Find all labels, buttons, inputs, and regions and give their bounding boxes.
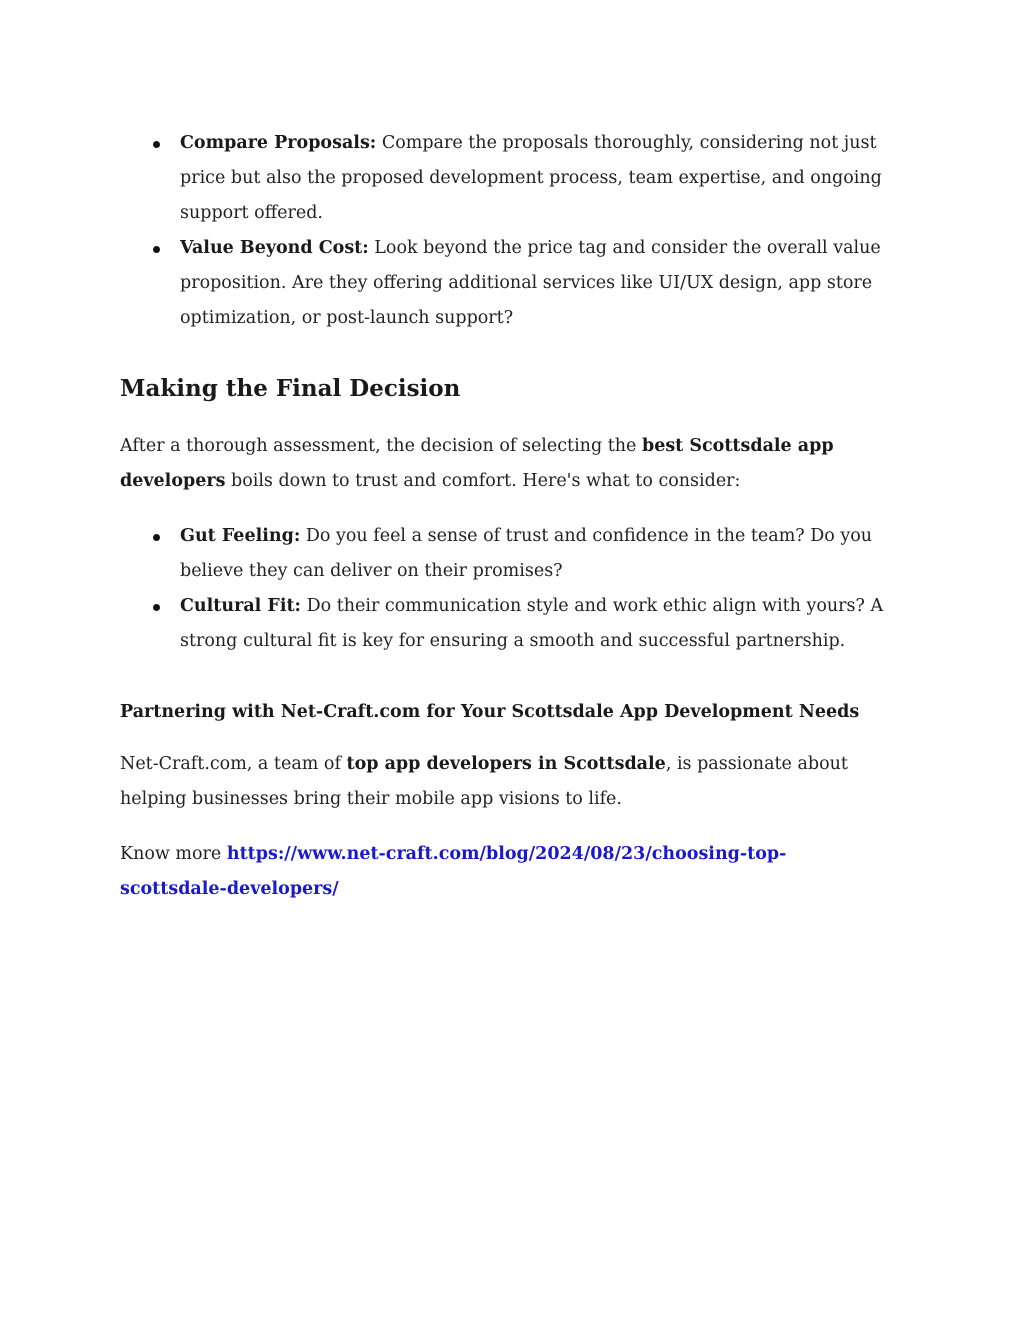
link-text-line2: scottsdale-developers/ — [120, 879, 339, 899]
list-item-text: Do you feel a sense of trust and confidence in the team? Do you believe they can deliver on their promises? — [180, 526, 873, 581]
know-more-label: Know more — [120, 844, 227, 864]
know-more-paragraph — [120, 837, 910, 907]
list-item — [120, 126, 910, 231]
list-item-text: Do their communication style and work ethic align with yours? A strong cultural fit is key for ensuring a smooth and successful partnership. — [180, 596, 884, 651]
intro-bold-text: best Scottsdale app developers — [120, 436, 834, 491]
document-page — [120, 126, 910, 907]
final-decision-intro — [120, 429, 910, 499]
decision-factors-list — [120, 519, 910, 659]
section-heading-partnering: Partnering with Net-Craft.com for Your Scottsdale App Development Needs — [120, 702, 860, 722]
list-item-label: Cultural Fit: — [180, 596, 302, 616]
list-item-label: Value Beyond Cost: — [180, 238, 369, 258]
link-text-line1: https://www.net-craft.com/blog/2024/08/23/choosing-top- — [226, 844, 787, 864]
list-item — [120, 519, 910, 589]
bullet-icon — [153, 604, 160, 611]
intro-text: After a thorough assessment, the decision of selecting the — [120, 436, 642, 456]
bullet-icon — [153, 246, 160, 253]
list-item — [120, 231, 910, 336]
partnering-paragraph — [120, 747, 910, 817]
list-item-text: Look beyond the price tag and consider the overall value proposition. Are they offering additional services like UI/UX design, app store optimization, or post-launch support? — [180, 238, 881, 328]
paragraph-bold-text: top app developers in Scottsdale — [346, 754, 666, 774]
intro-text-end: boils down to trust and comfort. Here's what to consider: — [225, 471, 741, 491]
list-item-label: Compare Proposals: — [180, 133, 377, 153]
paragraph-text: Net-Craft.com, a team of — [120, 754, 347, 774]
bullet-icon — [153, 141, 160, 148]
list-item-text: Compare the proposals thoroughly, considering not just price but also the proposed development process, team expertise, and ongoing support offered. — [180, 133, 882, 223]
list-item-label: Gut Feeling: — [180, 526, 301, 546]
list-item — [120, 589, 910, 659]
bullet-icon — [153, 534, 160, 541]
section-heading-final-decision: Making the Final Decision — [120, 375, 461, 402]
paragraph-text-end: , is passionate about helping businesses bring their mobile app visions to life. — [120, 754, 848, 809]
proposal-criteria-list — [120, 126, 910, 336]
